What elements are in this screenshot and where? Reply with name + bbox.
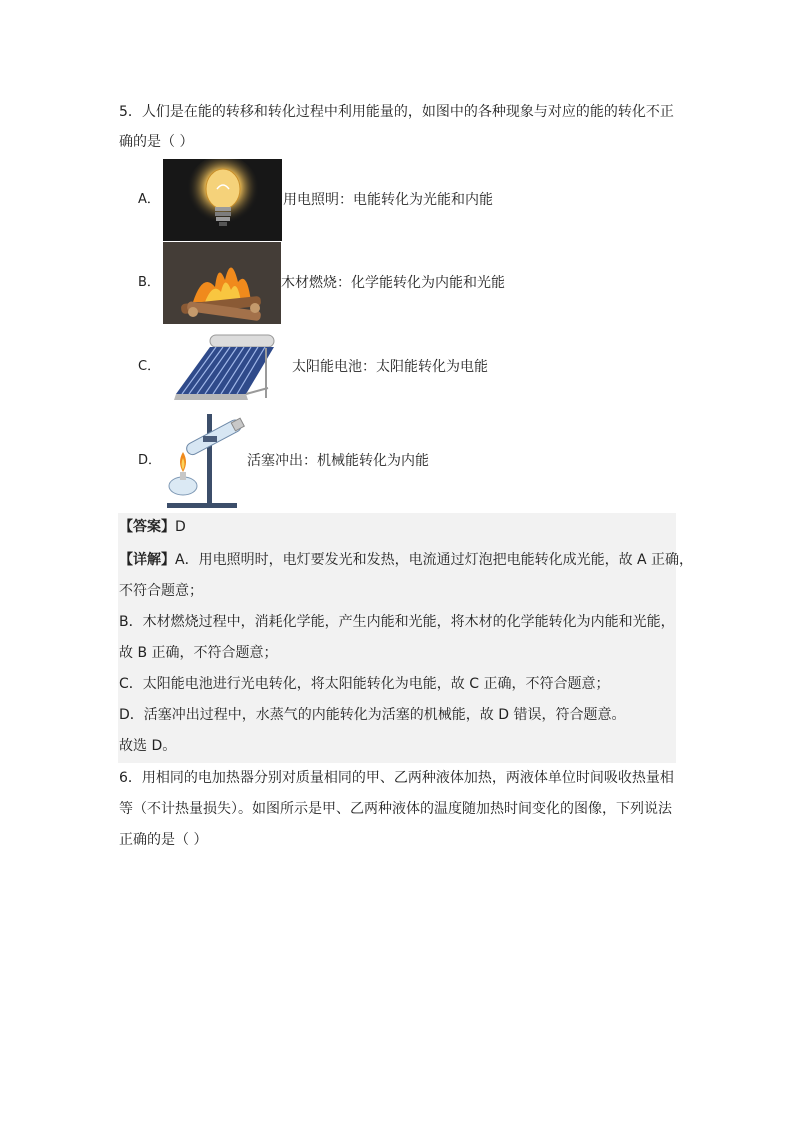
detail-label: 【详解】 <box>119 552 175 568</box>
light-bulb-image <box>163 159 282 241</box>
option-a-text: 用电照明：电能转化为光能和内能 <box>283 192 493 208</box>
burning-wood-image <box>163 242 281 324</box>
question6-line1: 6．用相同的电加热器分别对质量相同的甲、乙两种液体加热，两液体单位时间吸收热量相 <box>119 770 674 786</box>
detail-line-2: 不符合题意； <box>119 583 203 599</box>
detail-line-3: B．木材燃烧过程中，消耗化学能，产生内能和光能，将木材的化学能转化为内能和光能， <box>119 614 675 630</box>
detail-line-5: C．太阳能电池进行光电转化，将太阳能转化为电能，故 C 正确，不符合题意； <box>119 676 610 692</box>
detail-line-4: 故 B 正确，不符合题意； <box>119 645 278 661</box>
option-b-letter: B． <box>138 275 160 290</box>
answer-value: D <box>175 519 186 535</box>
option-b-text: 木材燃烧：化学能转化为内能和光能 <box>281 275 505 291</box>
question6-line2: 等（不计热量损失）。如图所示是甲、乙两种液体的温度随加热时间变化的图像，下列说法 <box>119 801 672 817</box>
answer-label: 【答案】 <box>119 519 175 535</box>
detail-text-1: A．用电照明时，电灯要发光和发热，电流通过灯泡把电能转化成光能，故 A 正确， <box>175 552 694 568</box>
question5-stem-line1: 5．人们是在能的转移和转化过程中利用能量的，如图中的各种现象与对应的能的转化不正 <box>119 104 674 120</box>
question5-stem-line2: 确的是（ ） <box>119 134 194 150</box>
question6-line3: 正确的是（ ） <box>119 832 208 848</box>
option-c-letter: C． <box>138 359 161 374</box>
option-c-text: 太阳能电池：太阳能转化为电能 <box>292 359 488 375</box>
detail-line-1 <box>119 550 693 570</box>
option-d-text: 活塞冲出：机械能转化为内能 <box>247 453 429 469</box>
option-d-letter: D． <box>138 453 162 468</box>
answer-line <box>119 517 186 537</box>
detail-line-6: D．活塞冲出过程中，水蒸气的内能转化为活塞的机械能，故 D 错误，符合题意。 <box>119 707 626 723</box>
solar-water-heater-image <box>170 332 290 410</box>
detail-line-7: 故选 D。 <box>119 738 177 754</box>
option-a-letter: A． <box>138 192 160 207</box>
test-tube-stopper-image <box>163 410 249 510</box>
